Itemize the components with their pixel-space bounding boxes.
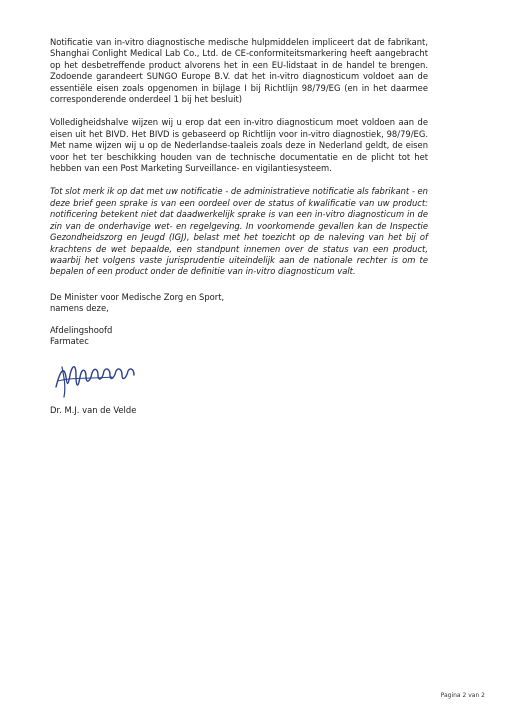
page-number: Pagina 2 van 2 xyxy=(440,692,485,699)
closing-signatory: Dr. M.J. van de Velde xyxy=(50,405,137,416)
signature-stroke-main xyxy=(56,367,134,387)
paragraph-disclaimer: Tot slot merk ik op dat met uw notificatie - de administratieve notificatie als fabrikant - en deze brief geen sprake is van een oordeel over de status of kwalificatie van uw product: notificering betekent niet dat daadwerkelijk sprake is van een in-vitro diagnosticum in de zin van de onderhavige wet- en regelgeving. In voorkomende gevallen kan de Inspectie Gezondheidszorg en Jeugd (IGJ), belast met het toezicht op de naleving van het bij of krachtens de wet bepaalde, een standpunt innemen over de status van een product, waarbij het volgens vaste jurisprudentie uiteindelijk aan de nationale rechter is om te bepalen of een product onder de definitie van in-vitro diagnosticum valt. xyxy=(50,186,428,277)
closing-minister: De Minister voor Medische Zorg en Sport, xyxy=(50,291,225,302)
paragraph-requirements: Volledigheidshalve wijzen wij u erop dat een in-vitro diagnosticum moet voldoen aan de eisen uit het BIVD. Het BIVD is gebaseerd op Richtlijn voor in-vitro diagnostiek, 98/79/EG. Met name wijzen wij u op de Nederlandse-taaleis zoals deze in Nederland geldt, de eisen voor het ter beschikking houden van de technische documentatie en de plicht tot het hebben van een Post Marketing Surveillance- en vigilantiesysteem. xyxy=(50,117,428,174)
letter-body xyxy=(50,37,428,417)
closing-department-head: Afdelingshoofd xyxy=(50,324,113,335)
handwritten-signature xyxy=(52,357,144,399)
paragraph-notification: Notificatie van in-vitro diagnostische medische hulpmiddelen impliceert dat de fabrikant, Shanghai Conlight Medical Lab Co., Ltd. de CE-conformiteitsmarkering heeft aangebracht op het desbetreffende product alvorens het in een EU-lidstaat in de handel te brengen. Zodoende garandeert SUNGO Europe B.V. dat het in-vitro diagnosticum voldoet aan de essentiële eisen zoals opgenomen in bijlage I bij Richtlijn 98/79/EG (en in het daarmee corresponderende onderdeel 1 bij het besluit) xyxy=(50,37,428,105)
closing-on-behalf: namens deze, xyxy=(50,303,109,314)
closing-block xyxy=(50,292,428,417)
closing-department: Farmatec xyxy=(50,335,89,346)
